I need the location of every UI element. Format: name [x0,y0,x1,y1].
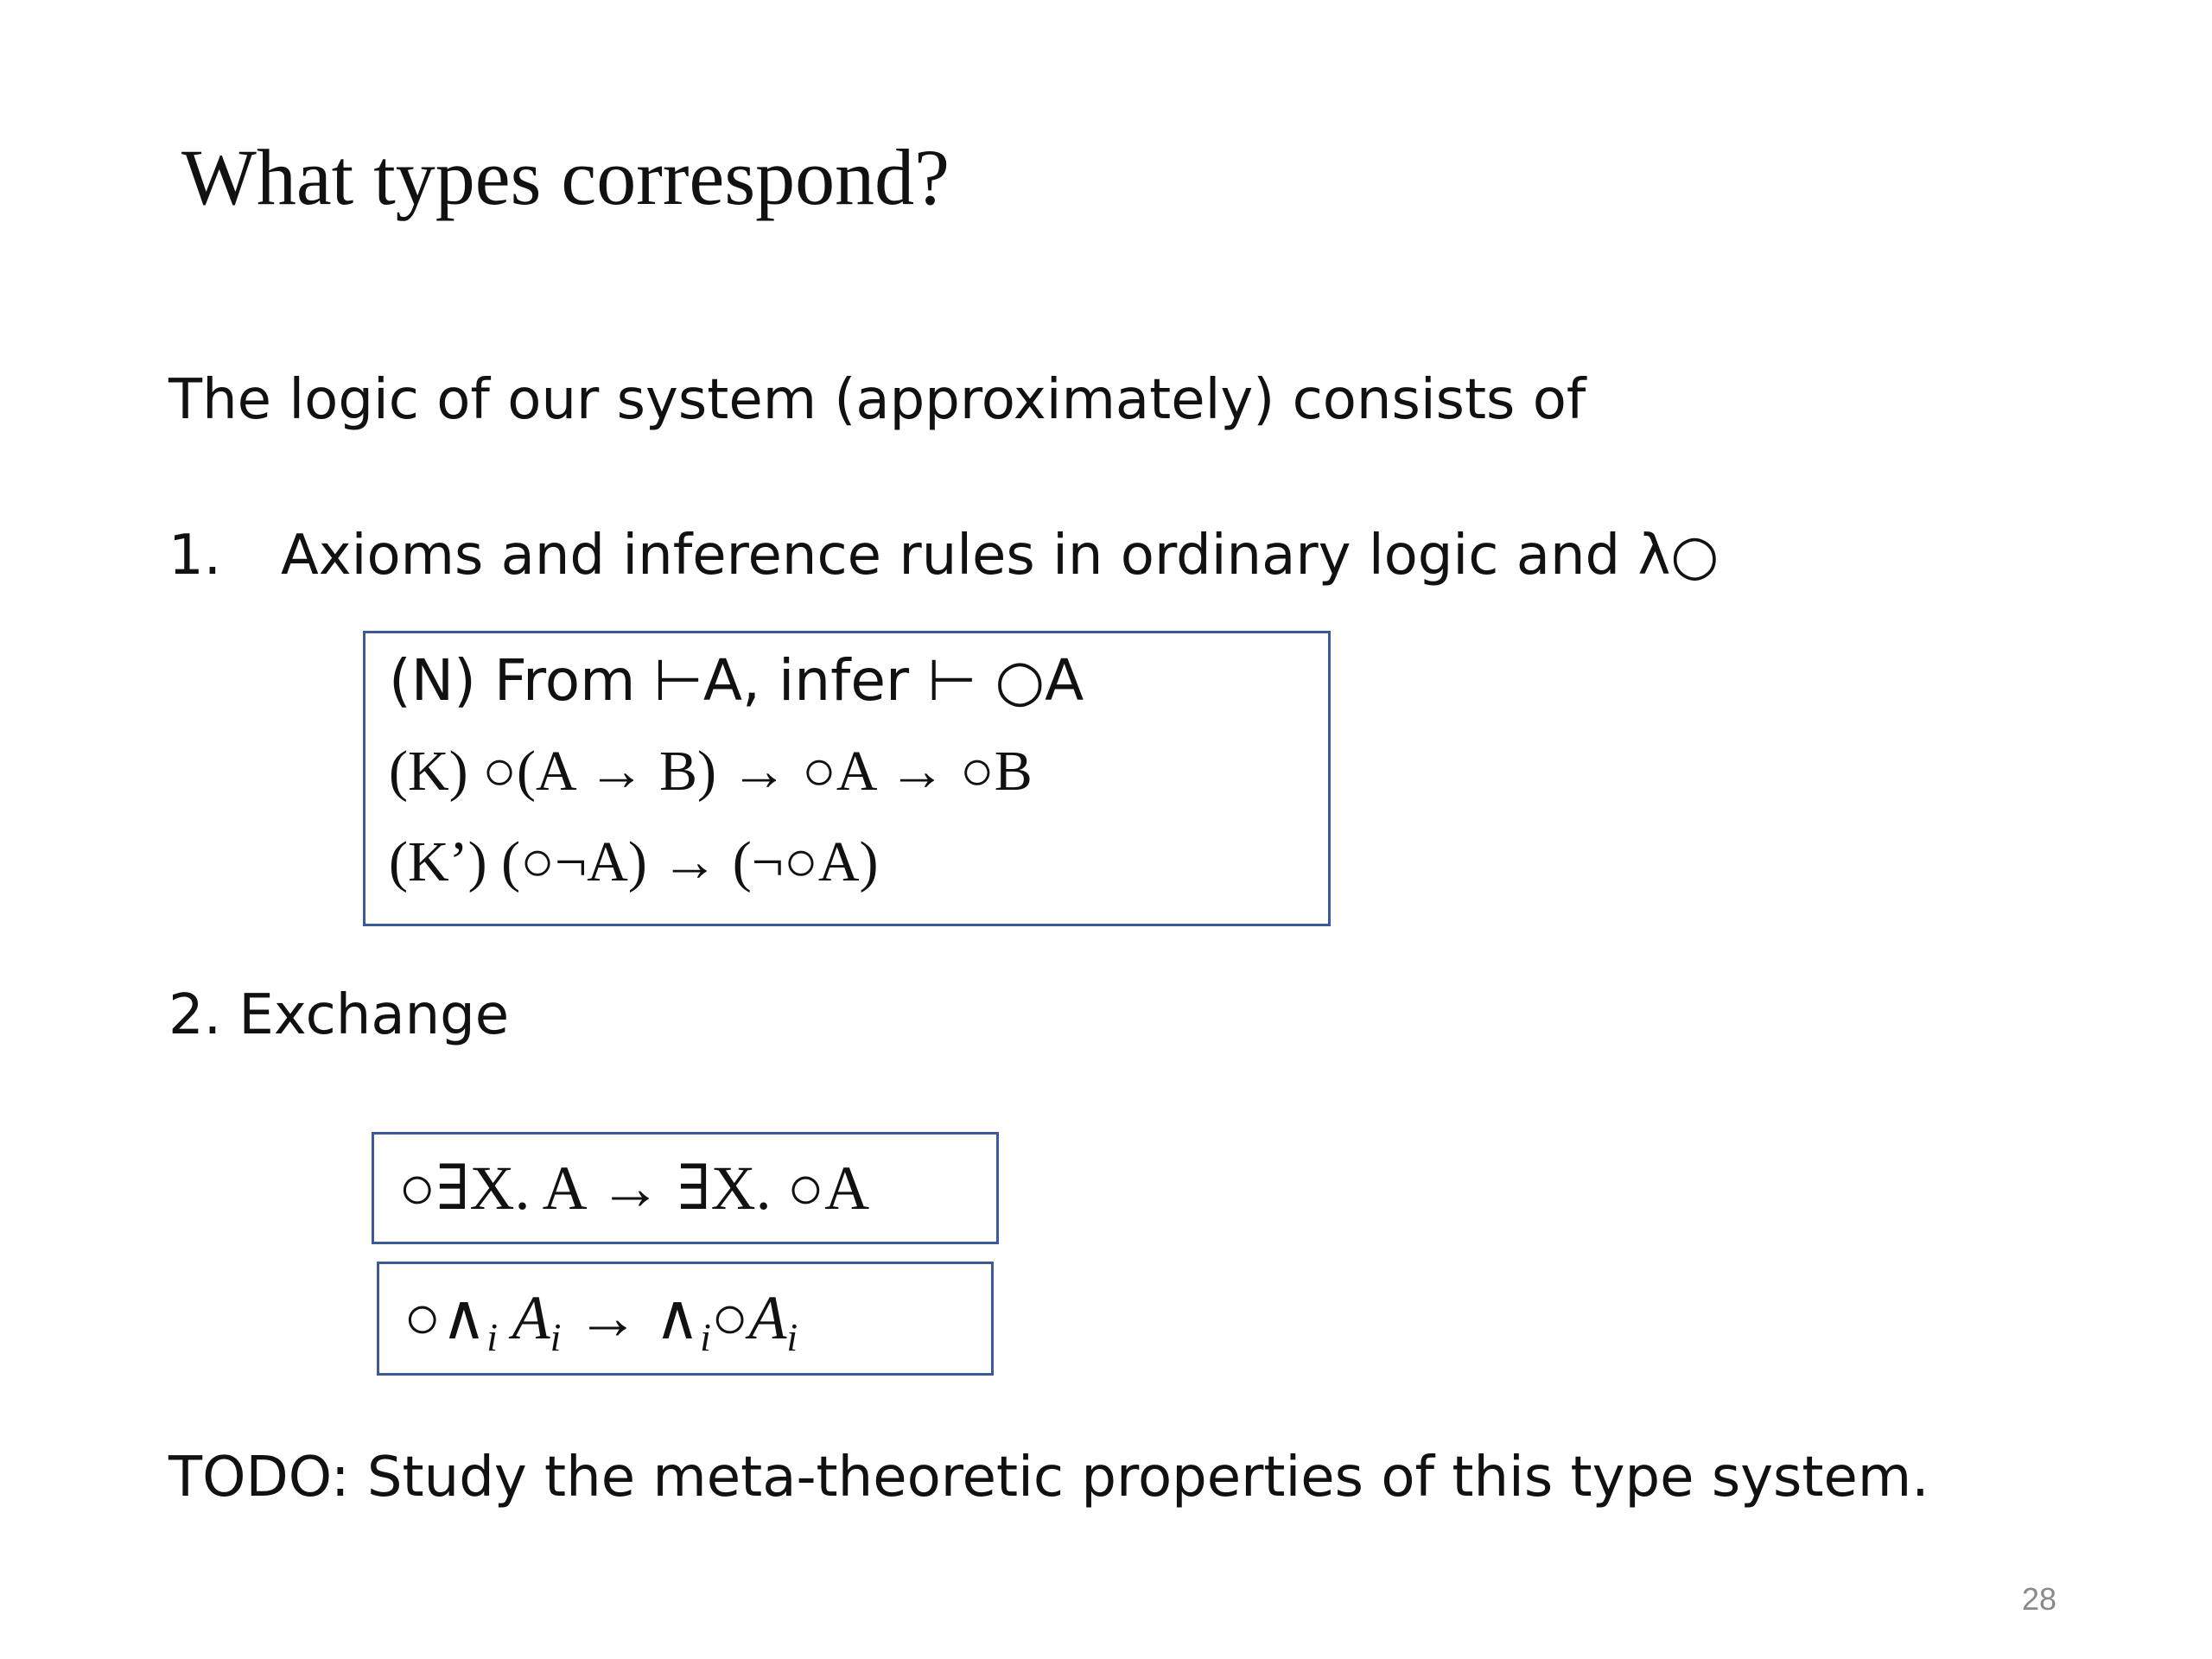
list-item-axioms [168,517,1719,594]
list-item-number: 1. [168,524,222,588]
page-number: 28 [2022,1581,2057,1617]
formula-part: ○A [710,1283,787,1352]
exchange-formula-conjunction [404,1274,798,1361]
formula-subscript: i [700,1315,711,1359]
exchange-box-conjunction [377,1262,994,1376]
exchange-formula-existential: ○∃X. A → ∃X. ○A [398,1154,870,1223]
formula-part: A [497,1283,550,1352]
formula-subscript: i [550,1315,562,1359]
slide-title: What types correspond? [181,133,950,221]
formula-subscript: i [786,1315,798,1359]
todo-text: TODO: Study the meta-theoretic properties of this type system. [168,1446,1929,1510]
formula-part: → ∧ [561,1283,701,1352]
list-item-exchange: 2. Exchange [168,983,510,1047]
formula-part: ○∧ [404,1283,487,1352]
exchange-box-existential [372,1132,999,1244]
intro-text: The logic of our system (approximately) consists of [168,368,1586,432]
axiom-n: (N) From ⊢A, infer ⊢ ○A [389,647,1084,714]
list-item-text: Axioms and inference rules in ordinary logic and λ○ [281,524,1719,588]
axiom-k-prime: (K’) (○¬A) → (¬○A) [389,830,879,893]
formula-subscript: i [486,1315,498,1359]
axiom-k: (K) ○(A → B) → ○A → ○B [389,740,1033,803]
axioms-box [363,631,1331,926]
